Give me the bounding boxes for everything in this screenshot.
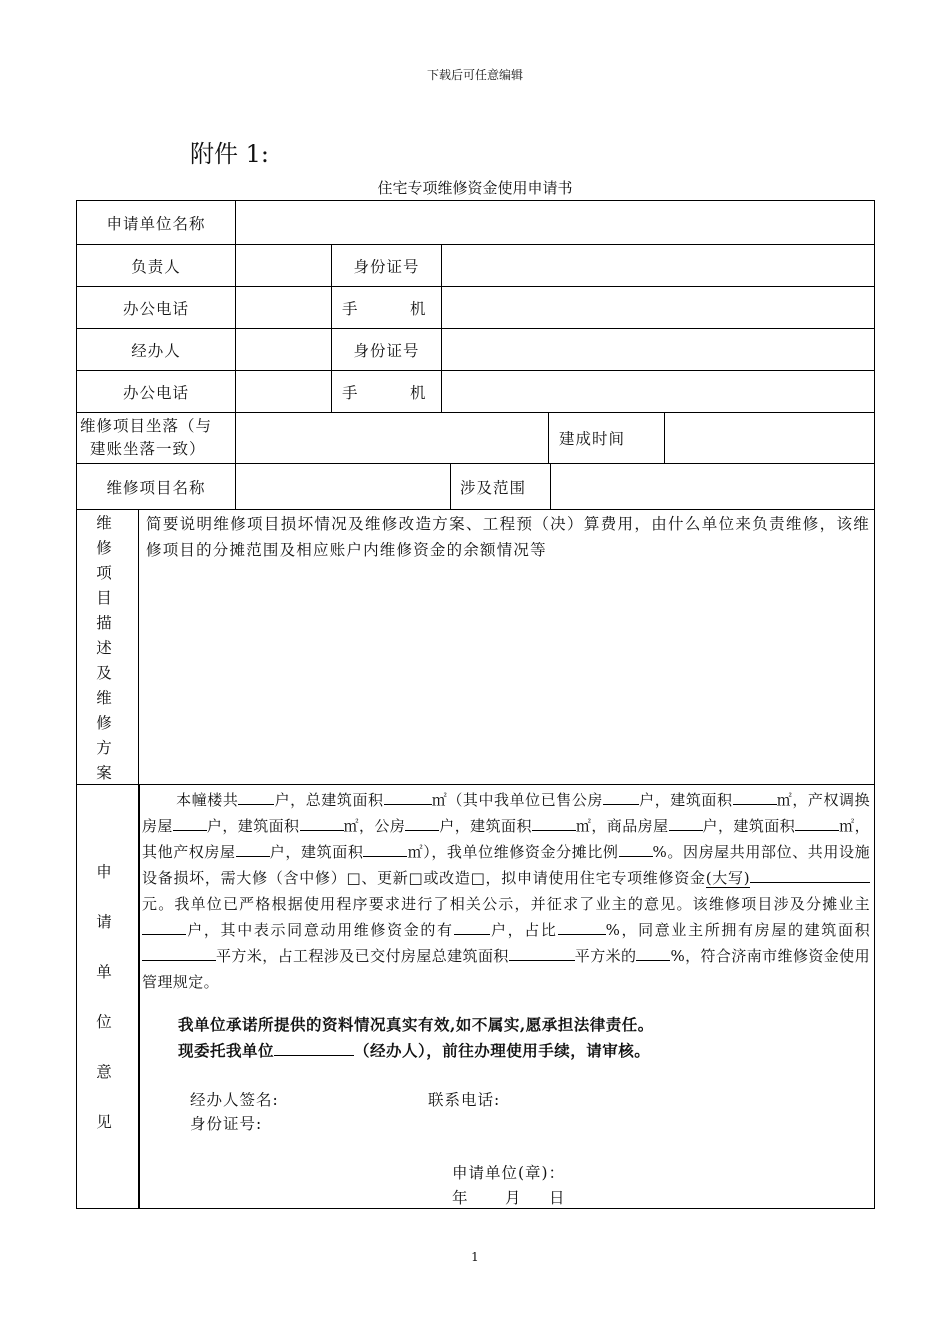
- mobile-field[interactable]: [442, 287, 874, 328]
- blank-commercial[interactable]: [669, 813, 703, 831]
- blank-other-area[interactable]: [363, 839, 407, 857]
- commitment-statement: 我单位承诺所提供的资料情况真实有效,如不属实,愿承担法律责任。: [178, 1015, 654, 1034]
- person-id-field[interactable]: [442, 245, 874, 286]
- agent-office-phone-field[interactable]: [236, 371, 331, 412]
- completion-time-label: 建成时间: [559, 430, 626, 448]
- office-phone-label: 办公电话: [122, 299, 189, 318]
- agent-id-field[interactable]: [442, 329, 874, 370]
- blank-amount[interactable]: [750, 865, 870, 883]
- project-location-label-line1: 维修项目坐落（与: [80, 417, 213, 435]
- project-name-label: 维修项目名称: [106, 478, 206, 497]
- blank-agent-name[interactable]: [274, 1038, 354, 1056]
- blank-public[interactable]: [405, 813, 439, 831]
- blank-agree-area[interactable]: [142, 943, 216, 961]
- unit-seal-label: 申请单位(章)：: [452, 1164, 566, 1182]
- agent-id-number-label: 身份证号: [353, 341, 420, 360]
- mobile-label-b: 机: [410, 299, 427, 318]
- person-in-charge-label: 负责人: [131, 257, 181, 276]
- blank-agree-ratio[interactable]: [558, 917, 606, 935]
- agent-id-label: 身份证号:: [190, 1115, 263, 1133]
- blank-amount-caps[interactable]: (大写): [705, 869, 751, 887]
- attachment-label: 附件 1:: [190, 140, 269, 168]
- project-location-field[interactable]: [236, 413, 548, 463]
- blank-exchange[interactable]: [173, 813, 207, 831]
- blank-public-sold-area[interactable]: [733, 787, 777, 805]
- completion-time-field[interactable]: [665, 413, 874, 463]
- mobile-label-a: 手: [342, 299, 359, 318]
- blank-public-area[interactable]: [532, 813, 576, 831]
- blank-agree[interactable]: [454, 917, 490, 935]
- opinion-paragraph: 本幢楼共 户，总建筑面积 ㎡（其中我单位已售公房 户，建筑面积 ㎡，产权调换房屋 户，建筑面积 ㎡，公房 户，建筑面积 ㎡，商品房屋 户，建筑面积 ㎡，其他产权房屋 户，建筑面积 ㎡），我单位维修资金分摊比例 %。因房屋共用部位、共用设施设备损坏，需大修（含中修）□、更新□或改造□，拟申请使用住宅专项维修资金(大写)元。我单位已严格根据使用程序要求进行了相关公示，并征求了业主的意见。该维修项目涉及分摊业主户，其中表示同意动用维修资金的有 户，占比 %，同意业主所拥有房屋的建筑面积平方米，占工程涉及已交付房屋总建筑面积 平方米的 %，符合济南市维修资金使用管理规定。: [142, 787, 870, 995]
- description-side-label: 维 修 项 目 描 述 及 维 修 方 案: [96, 514, 112, 782]
- agent-mobile-field[interactable]: [442, 371, 874, 412]
- blank-public-sold[interactable]: [603, 787, 639, 805]
- project-location-label: [77, 413, 235, 463]
- blank-total-area[interactable]: [384, 787, 432, 805]
- description-instructions[interactable]: 简要说明维修项目损坏情况及维修改造方案、工程预（决）算费用，由什么单位来负责维修，该维修项目的分摊范围及相应账户内维修资金的余额情况等: [146, 515, 870, 559]
- scope-field[interactable]: [551, 464, 874, 509]
- agent-label: 经办人: [131, 341, 181, 360]
- opinion-side-label: 申 请 单 位 意 见: [96, 863, 112, 1131]
- scope-label: 涉及范围: [460, 478, 527, 497]
- page-header: 下载后可任意编辑: [426, 68, 523, 82]
- month-label: 月: [505, 1189, 522, 1207]
- page-number: 1: [471, 1250, 479, 1264]
- blank-owners[interactable]: [142, 917, 186, 935]
- person-in-charge-field[interactable]: [236, 245, 331, 286]
- blank-area-ratio[interactable]: [636, 943, 670, 961]
- agent-mobile-label-b: 机: [410, 383, 427, 402]
- mobile-label: [332, 287, 441, 328]
- contact-phone-label: 联系电话:: [428, 1091, 501, 1109]
- office-phone-field[interactable]: [236, 287, 331, 328]
- project-location-label-line2: 建账坐落一致）: [90, 440, 206, 458]
- blank-commercial-area[interactable]: [795, 813, 839, 831]
- id-number-label: 身份证号: [353, 257, 420, 276]
- blank-exchange-area[interactable]: [300, 813, 344, 831]
- agent-mobile-label-a: 手: [342, 383, 359, 402]
- project-name-field[interactable]: [236, 464, 450, 509]
- document-title: 住宅专项维修资金使用申请书: [377, 179, 573, 197]
- blank-households[interactable]: [238, 787, 274, 805]
- blank-total-delivered-area[interactable]: [509, 943, 575, 961]
- blank-share-ratio[interactable]: [619, 839, 653, 857]
- entrust-statement: 现委托我单位 （经办人），前往办理使用手续，请审核。: [178, 1038, 650, 1061]
- blank-other[interactable]: [236, 839, 270, 857]
- applicant-unit-field[interactable]: [236, 201, 874, 244]
- agent-field[interactable]: [236, 329, 331, 370]
- year-label: 年: [452, 1189, 469, 1207]
- agent-signature-label: 经办人签名:: [190, 1091, 279, 1109]
- agent-mobile-label: [332, 371, 441, 412]
- day-label: 日: [549, 1189, 566, 1207]
- agent-office-phone-label: 办公电话: [122, 383, 189, 402]
- applicant-unit-label: 申请单位名称: [106, 214, 206, 233]
